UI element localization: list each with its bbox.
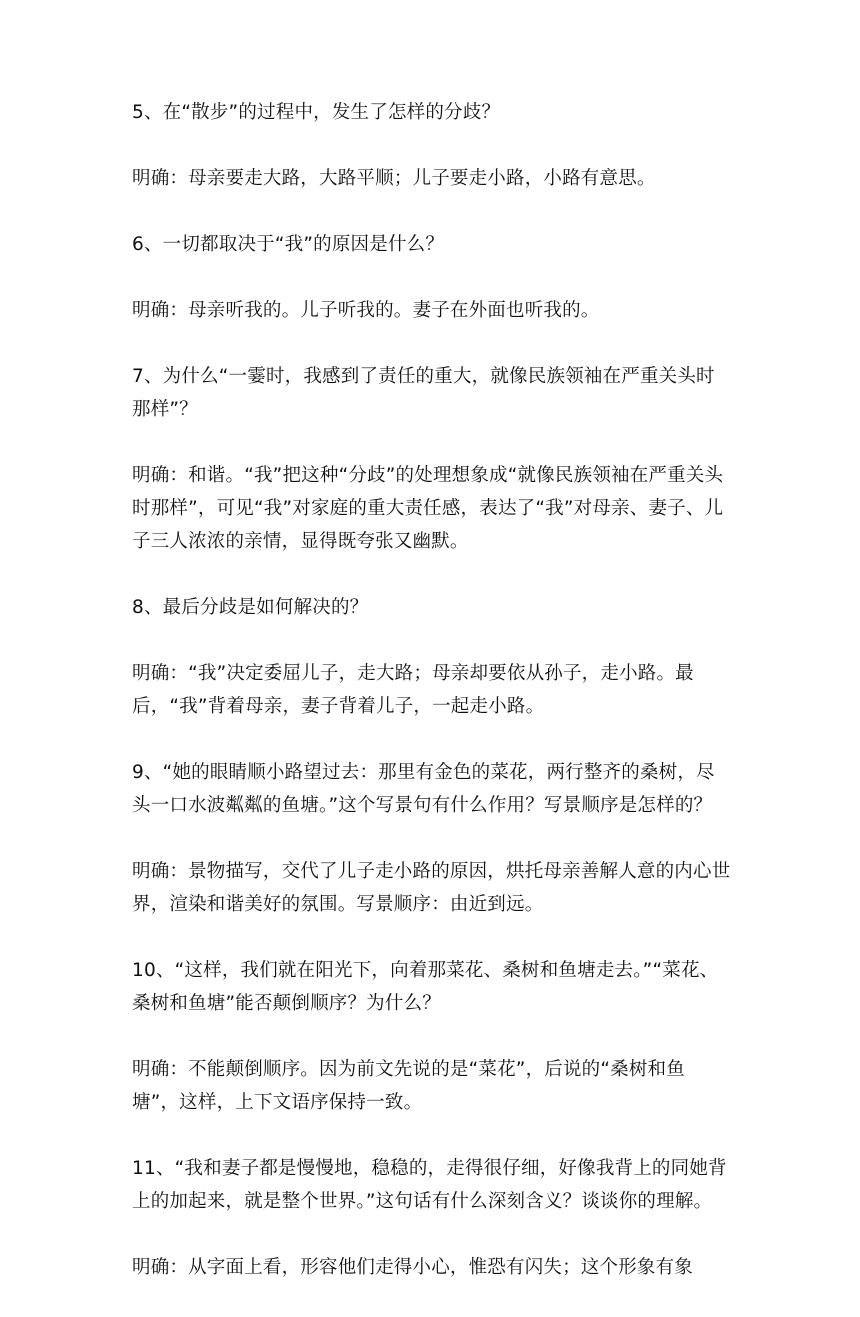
answer-6: 明确：母亲听我的。儿子听我的。妻子在外面也听我的。 [132, 300, 600, 321]
question-7: 7、为什么“一霎时，我感到了责任的重大，就像民族领袖在严重关头时那样”？ [132, 366, 715, 420]
question-10: 10、“这样，我们就在阳光下，向着那菜花、桑树和鱼塘走去。”“菜花、桑树和鱼塘”能否颠倒顺序？为什么？ [132, 960, 719, 1014]
question-9: 9、“她的眼睛顺小路望过去：那里有金色的菜花，两行整齐的桑树，尽头一口水波粼粼的鱼塘。”这个写景句有什么作用？写景顺序是怎样的？ [132, 762, 715, 816]
answer-10: 明确：不能颠倒顺序。因为前文先说的是“菜花”，后说的“桑树和鱼塘”，这样，上下文语序保持一致。 [132, 1059, 685, 1113]
question-11: 11、“我和妻子都是慢慢地，稳稳的，走得很仔细，好像我背上的同她背上的加起来，就是整个世界。”这句话有什么深刻含义？谈谈你的理解。 [132, 1158, 727, 1212]
answer-11: 明确：从字面上看，形容他们走得小心，惟恐有闪失；这个形象有象 [132, 1257, 694, 1278]
document-body [132, 96, 732, 1317]
answer-8: 明确：“我”决定委屈儿子，走大路；母亲却要依从孙子，走小路。最后，“我”背着母亲，妻子背着儿子，一起走小路。 [132, 663, 694, 717]
answer-7: 明确：和谐。“我”把这种“分歧”的处理想象成“就像民族领袖在严重关头时那样”，可见“我”对家庭的重大责任感，表达了“我”对母亲、妻子、儿子三人浓浓的亲情，显得既夸张又幽默。 [132, 465, 724, 552]
answer-9: 明确：景物描写，交代了儿子走小路的原因，烘托母亲善解人意的内心世界，渲染和谐美好的氛围。写景顺序：由近到远。 [132, 861, 731, 915]
question-5: 5、在“散步”的过程中，发生了怎样的分歧？ [132, 102, 501, 123]
answer-5: 明确：母亲要走大路，大路平顺；儿子要走小路，小路有意思。 [132, 168, 656, 189]
question-8: 8、最后分歧是如何解决的？ [132, 597, 369, 618]
question-6: 6、一切都取决于“我”的原因是什么？ [132, 234, 445, 255]
